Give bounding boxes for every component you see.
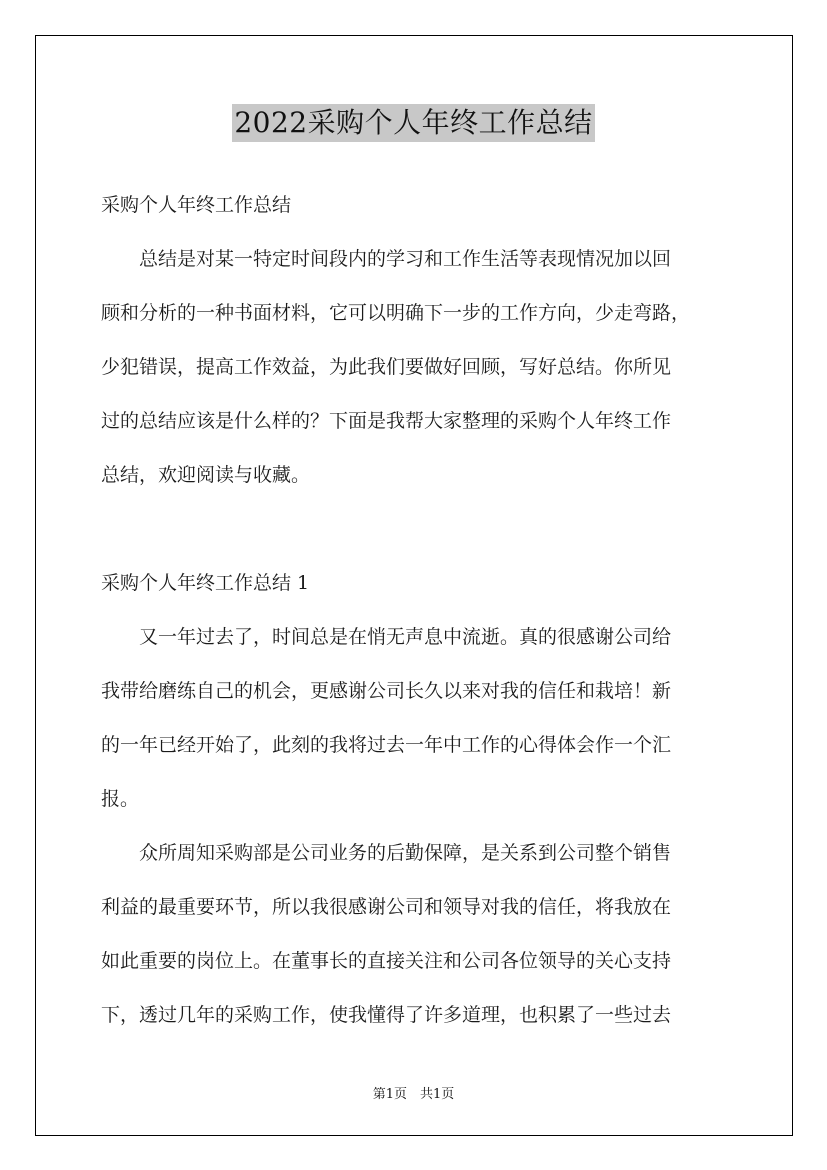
page-number: 第1页 共1页 — [372, 1087, 455, 1102]
intro-line: 顾和分析的一种书面材料，它可以明确下一步的工作方向，少走弯路， — [101, 302, 691, 324]
paragraph-line: 如此重要的岗位上。在董事长的直接关注和公司各位领导的关心支持 — [101, 950, 672, 972]
intro-line: 总结是对某一特定时间段内的学习和工作生活等表现情况加以回 — [101, 248, 672, 270]
intro-paragraph — [101, 232, 727, 502]
paragraph-line: 的一年已经开始了，此刻的我将过去一年中工作的心得体会作一个汇 — [101, 734, 672, 756]
document-subtitle: 采购个人年终工作总结 — [101, 194, 292, 216]
intro-line: 过的总结应该是什么样的？下面是我帮大家整理的采购个人年终工作 — [101, 410, 672, 432]
paragraph-gap — [101, 502, 727, 556]
section-heading: 采购个人年终工作总结 1 — [101, 572, 310, 594]
paragraph-line: 众所周知采购部是公司业务的后勤保障，是关系到公司整个销售 — [101, 842, 672, 864]
paragraph-line: 下，透过几年的采购工作，使我懂得了许多道理，也积累了一些过去 — [101, 1004, 672, 1026]
section1-paragraph-2 — [101, 826, 727, 1042]
paragraph-line: 又一年过去了，时间总是在悄无声息中流逝。真的很感谢公司给 — [101, 626, 672, 648]
section1-paragraph-1 — [101, 610, 727, 826]
page-footer — [0, 1083, 827, 1102]
paragraph-line: 利益的最重要环节，所以我很感谢公司和领导对我的信任，将我放在 — [101, 896, 672, 918]
intro-line: 少犯错误，提高工作效益，为此我们要做好回顾，写好总结。你所见 — [101, 356, 672, 378]
title-container — [0, 104, 827, 142]
document-body — [101, 178, 727, 1042]
intro-line: 总结，欢迎阅读与收藏。 — [101, 464, 311, 486]
paragraph-line: 报。 — [101, 788, 140, 810]
document-title: 2022采购个人年终工作总结 — [232, 104, 594, 142]
paragraph-line: 我带给磨练自己的机会，更感谢公司长久以来对我的信任和栽培！新 — [101, 680, 672, 702]
